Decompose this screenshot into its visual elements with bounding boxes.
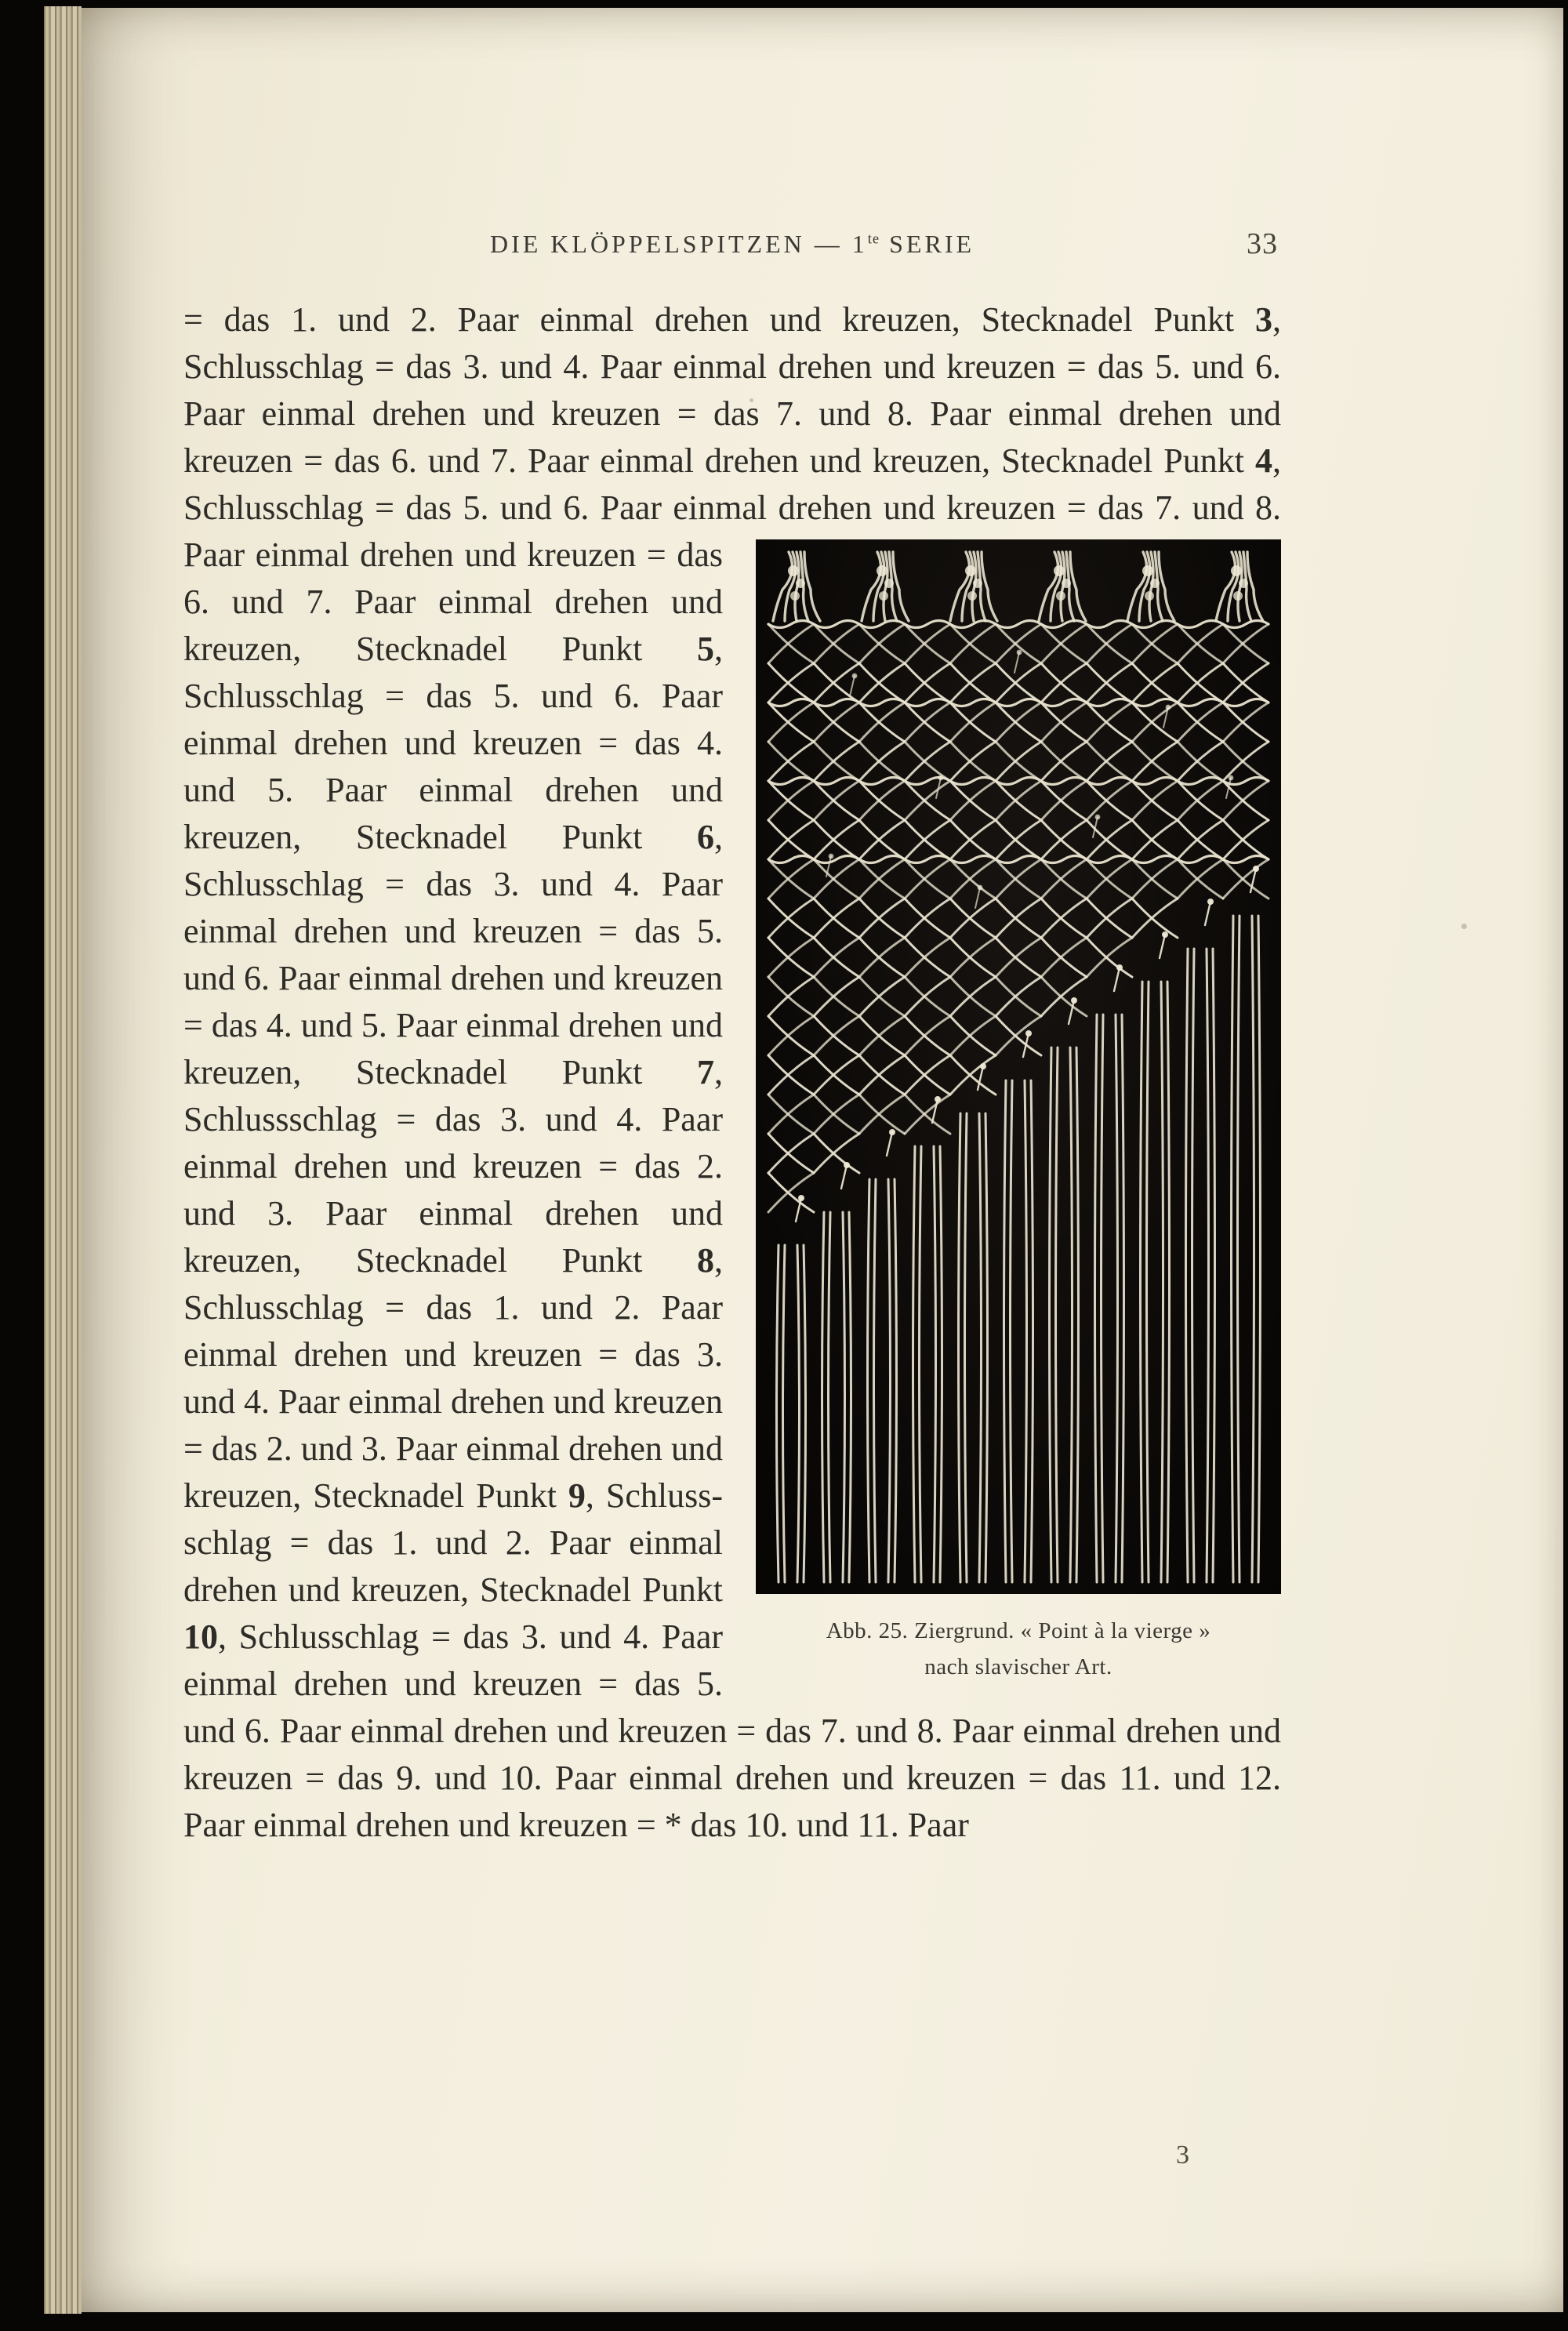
paper-page (82, 8, 1563, 2312)
figure-caption (756, 1613, 1281, 1685)
figure-plate (756, 539, 1281, 1685)
bobbin-lace-photo (756, 539, 1281, 1594)
body-paragraph-2: = das 7. und 8. Paar einmal drehen und kreuzen = das 6. und 7. Paar einmal drehen und kreuzen, Stecknadel Punkt 5, Schlusschlag = das 5. und 6. Paar einmal drehen und kreuzen = das 4. und 5. Paar einmal drehen und kreuzen, Stecknadel Punkt 6, Schlusschlag = das 3. und 4. Paar einmal drehen und kreuzen = das 5. und 6. Paar einmal drehen und kreuzen = das 4. und 5. Paar einmal drehen und kreuzen, Stecknadel Punkt 7, Schlussschlag = das 3. und 4. Paar einmal drehen und kreuzen = das 2. und 3. Paar einmal drehen und kreuzen, Stecknadel Punkt 8, Schlusschlag = das 1. und 2. Paar einmal drehen und kreuzen = das 3. und 4. Paar einmal drehen und kreuzen = das 2. und 3. Paar einmal drehen und kreuzen, Stecknadel Punkt 9, Schluss- (183, 488, 1282, 1515)
running-title-superscript: te (867, 231, 880, 248)
scan-speck (750, 398, 753, 402)
running-header (183, 227, 1281, 272)
body-text (183, 296, 1281, 1849)
signature-mark: 3 (1176, 2140, 1189, 2169)
body-paragraph-1: = das 1. und 2. Paar einmal drehen und kreuzen, Stecknadel Punkt 3, Schlusschlag = das 3. und 4. Paar einmal drehen und kreuzen = das 5. und 6. Paar einmal drehen und kreuzen = das 7. und 8. Paar einmal drehen und kreuzen = das 6. und 7. Paar einmal drehen und kreuzen, Stecknadel Punkt 4, Schlusschlag = das 5. und 6. Paar einmal drehen und kreuzen (183, 300, 1281, 527)
figure-caption-line1: Abb. 25. Ziergrund. « Point à la vierge » (826, 1618, 1211, 1643)
running-title (490, 230, 975, 259)
scan-speck (1461, 924, 1467, 929)
binding-page-edges (44, 6, 82, 2314)
figure-caption-line2: nach slavischer Art. (924, 1654, 1112, 1679)
page-number: 33 (1247, 227, 1278, 260)
running-title-rest: SERIE (880, 230, 975, 258)
running-title-main: DIE KLÖPPELSPITZEN — 1 (489, 230, 868, 258)
body-paragraph-3: schlag = das 1. und 2. Paar einmal drehen und kreuzen, Stecknadel Punkt 10, Schlusschlag = das 3. und 4. Paar einmal drehen und kreuzen = das 5. und 6. Paar einmal drehen und kreuzen = das 7. und 8. Paar einmal drehen und kreuzen = das 9. und 10. Paar einmal drehen und kreuzen = das 11. und 12. Paar einmal drehen und kreuzen = * das 10. und 11. Paar (183, 1523, 1281, 1844)
